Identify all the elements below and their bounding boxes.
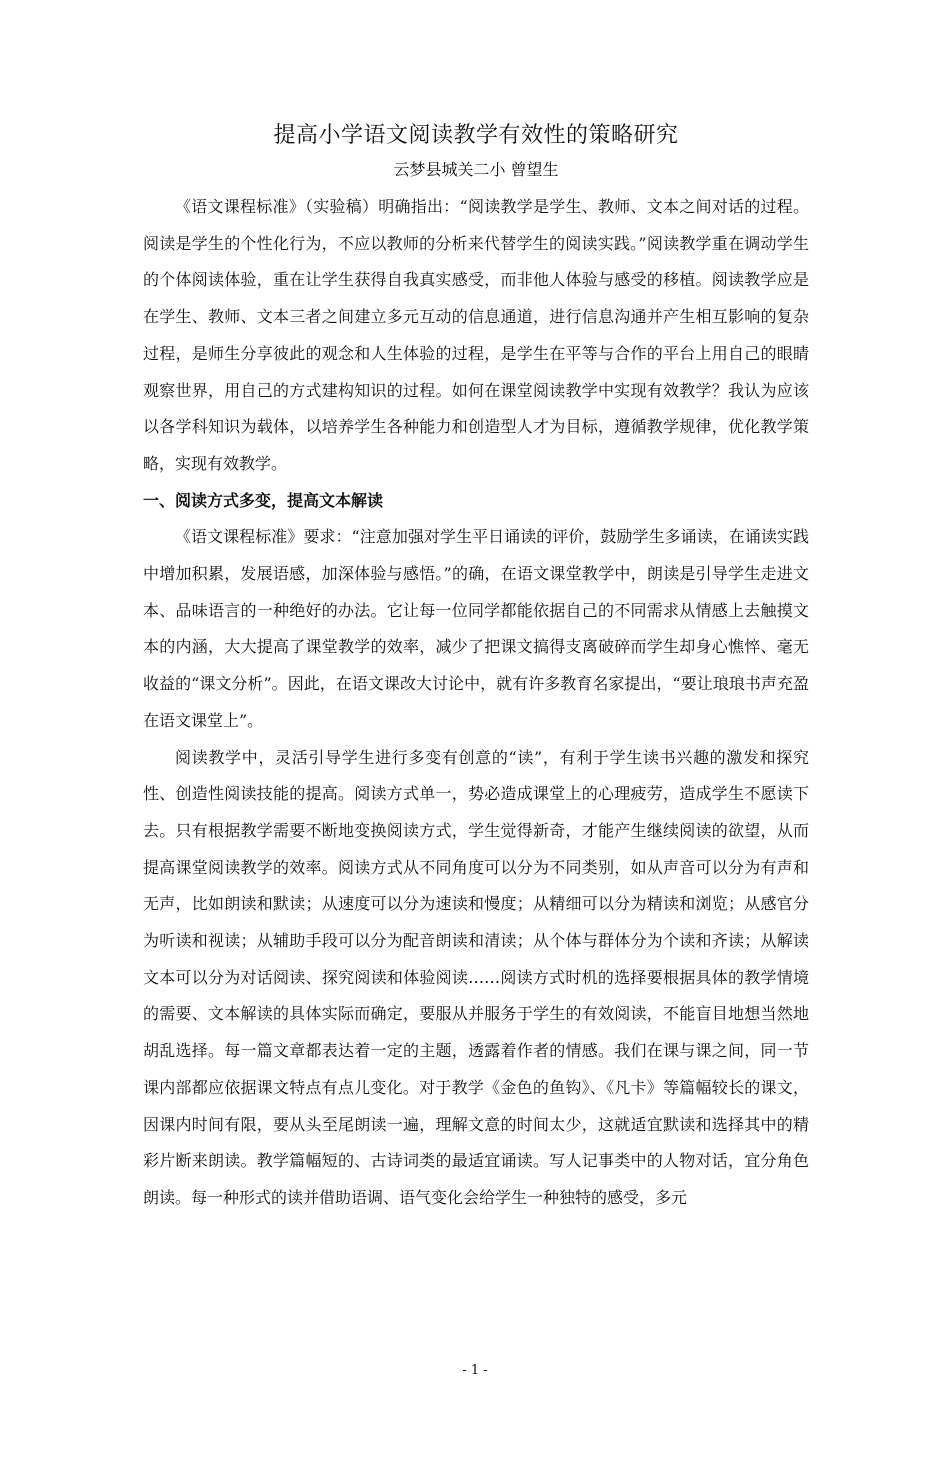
author-line: 云梦县城关二小 曾望生 bbox=[393, 160, 559, 179]
section-heading: 一、阅读方式多变，提高文本解读 bbox=[143, 490, 384, 510]
document-title: 提高小学语文阅读教学有效性的策略研究 bbox=[273, 123, 679, 148]
section-paragraph-2: 阅读教学中，灵活引导学生进行多变有创意的“读”，有利于学生读书兴趣的激发和探究性、创造性阅读技能的提高。阅读方式单一，势必造成课堂上的心理疲劳，造成学生不愿读下去。只有根据教学需要不断地变换阅读方式，学生觉得新奇，才能产生继续阅读的欲望，从而提高课堂阅读教学的效率。阅读方式从不同角度可以分为不同类别，如从声音可以分为有声和无声，比如朗读和默读；从速度可以分为速读和慢度；从精细可以分为精读和浏览；从感官分为听读和视读；从辅助手段可以分为配音朗读和清读；从个体与群体分为个读和齐读；从解读文本可以分为对话阅读、探究阅读和体验阅读……阅读方式时机的选择要根据具体的教学情境的需要、文本解读的具体实际而确定，要服从并服务于学生的有效阅读，不能盲目地想当然地胡乱选择。每一篇文章都表达着一定的主题，透露着作者的情感。我们在课与课之间，同一节课内部都应依据课文特点有点儿变化。对于教学《金色的鱼钩》、《凡卡》等篇幅较长的课文，因课内时间有限，要从头至尾朗读一遍，理解文意的时间太少，这就适宜默读和选择其中的精彩片断来朗读。教学篇幅短的、古诗词类的最适宜诵读。写人记事类中的人物对话，宜分角色朗读。每一种形式的读并借助语调、语气变化会给学生一种独特的感受，多元 bbox=[143, 747, 809, 1207]
document-page bbox=[0, 119, 950, 1463]
section-paragraph-1: 《语文课程标准》要求：“注意加强对学生平日诵读的评价，鼓励学生多诵读，在诵读实践中增加积累，发展语感，加深体验与感悟。”的确，在语文课堂教学中，朗读是引导学生走进文本、品味语言的一种绝好的办法。它让每一位同学都能依据自己的不同需求从情感上去触摸文本的内涵，大大提高了课堂教学的效率，减少了把课文搞得支离破碎而学生却身心憔悴、毫无收益的“课文分析”。因此，在语文课改大讨论中，就有许多教育名家提出，“要让琅琅书声充盈在语文课堂上”。 bbox=[143, 527, 809, 730]
intro-paragraph: 《语文课程标准》（实验稿）明确指出：“阅读教学是学生、教师、文本之间对话的过程。阅读是学生的个性化行为，不应以教师的分析来代替学生的阅读实践。”阅读教学重在调动学生的个体阅读体验，重在让学生获得自我真实感受，而非他人体验与感受的移植。阅读教学应是在学生、教师、文本三者之间建立多元互动的信息通道，进行信息沟通并产生相互影响的复杂过程，是师生分享彼此的观念和人生体验的过程，是学生在平等与合作的平台上用自己的眼睛观察世界，用自己的方式建构知识的过程。如何在课堂阅读教学中实现有效教学？我认为应该以各学科知识为载体，以培养学生各种能力和创造型人才为目标，遵循教学规律，优化教学策略，实现有效教学。 bbox=[143, 197, 809, 473]
page-number: - 1 - bbox=[462, 1363, 488, 1378]
